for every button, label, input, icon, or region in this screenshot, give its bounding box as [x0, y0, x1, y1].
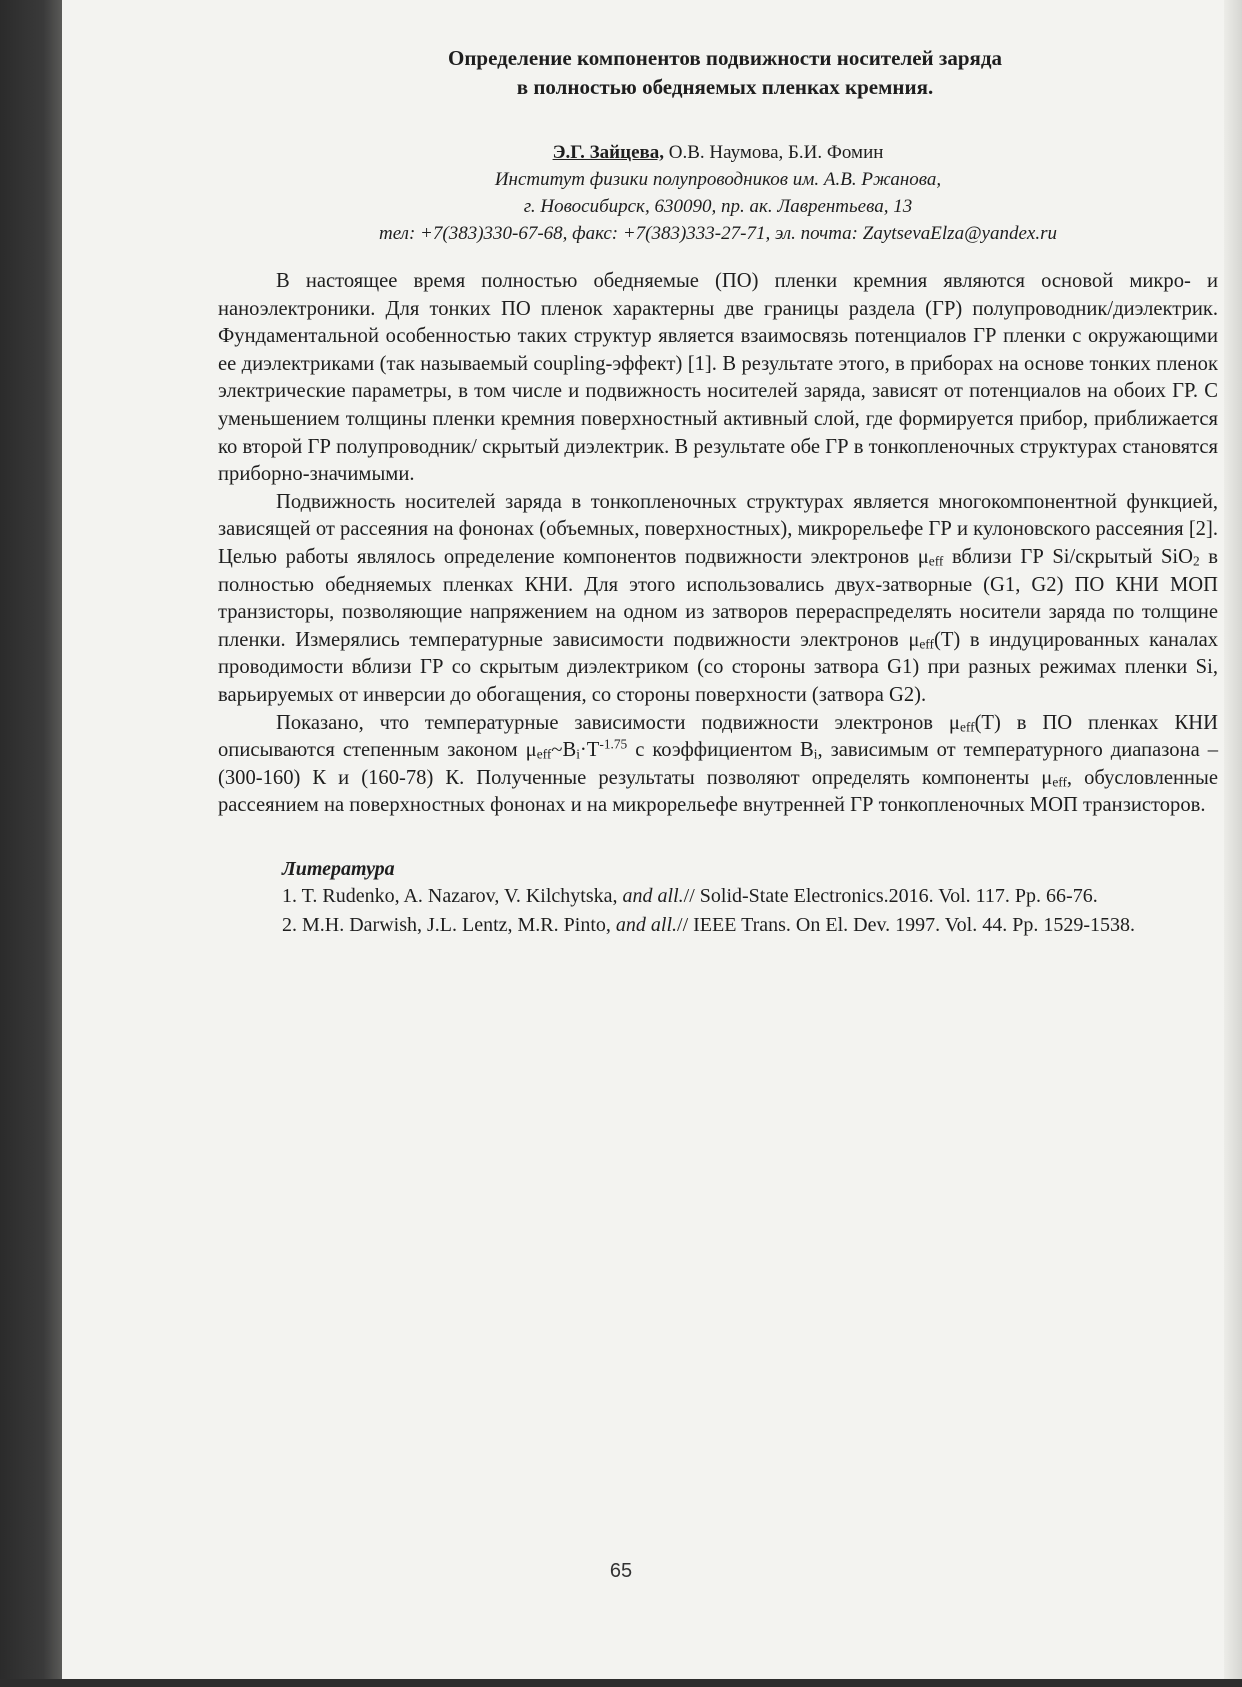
presenting-author: Э.Г. Зайцева, [552, 142, 665, 163]
scan-shadow-bottom [0, 1679, 1242, 1687]
page-number: 65 [609, 1560, 633, 1582]
p3-text-c: ~B [551, 739, 577, 762]
p2-text-d: (T) в индуцированных каналах проводимости вблизи ГР со скрытым диэлектриком (со стороны затвора G1) при разных режимах пленки Si, варьируемых от инверсии до обогащения, со стороны поверхности (затвора G2). [218, 628, 1219, 706]
ref2-source: // IEEE Trans. On El. Dev. 1997. Vol. 44. Pp. 1529-1538. [677, 913, 1135, 936]
p3-sub-eff-2: eff [536, 746, 552, 762]
affiliation-address: г. Новосибирск, 630090, пр. ак. Лаврентьева, 13 [523, 196, 913, 217]
p2-text-c: в полностью обедняемых пленках КНИ. Для этого использовались двух-затворные (G1, G2) ПО КНИ МОП транзисторы, позволяющие напряжением на одном из затворов перераспределять носители заряда по толщине пленки. Измерялись температурные зависимости подвижности электронов μ [218, 545, 1219, 651]
p3-sub-eff-1: eff [959, 719, 975, 735]
paper-title [218, 44, 1218, 102]
ref2-authors: 2. M.H. Darwish, J.L. Lentz, M.R. Pinto, [282, 913, 616, 936]
p3-sub-i-1: i [576, 746, 580, 762]
ref1-source: // Solid-State Electronics.2016. Vol. 117. Pp. 66-76. [683, 884, 1098, 907]
title-line-1: Определение компонентов подвижности носителей заряда [447, 46, 1002, 70]
title-line-2: в полностью обедняемых пленках кремния. [516, 75, 934, 99]
p3-text-f: , зависимым от температурного диапазона – (300-160) К и (160-78) К. Полученные результаты позволяют определять компоненты μ [218, 739, 1218, 789]
reference-1 [218, 883, 1218, 910]
scan-edge-right [1224, 0, 1242, 1687]
p3-sub-eff-3: eff [1052, 774, 1067, 790]
p3-text-d: ·T [579, 739, 600, 762]
paragraph-3 [218, 710, 1218, 820]
p3-text-b: (T) в ПО пленках КНИ описываются степенным законом μ [218, 711, 1218, 762]
p2-text-a: Подвижность носителей заряда в тонкопленочных структурах является многокомпонентной функцией, зависящей от рассеяния на фононах (объемных, поверхностных), микрорельефе ГР и кулоновского рассеяния [2]. Целью работы являлось определение компонентов подвижности электронов μ [218, 490, 1218, 568]
p2-text-b: вблизи ГР Si/скрытый SiO [943, 545, 1194, 568]
ref2-etal: and all. [615, 913, 678, 936]
co-authors: О.В. Наумова, Б.И. Фомин [664, 142, 884, 163]
ref1-authors: 1. T. Rudenko, A. Nazarov, V. Kilchytska, [282, 884, 623, 907]
affiliation-institute: Институт физики полупроводников им. А.В. Ржанова, [494, 169, 942, 190]
p3-text-a: Показано, что температурные зависимости подвижности электронов μ [276, 711, 960, 734]
p3-sup-exponent: -1.75 [599, 736, 628, 752]
p2-sub-eff-1: eff [928, 553, 944, 569]
reference-2 [218, 912, 1218, 939]
p3-text-e: с коэффициентом B [627, 739, 814, 762]
p3-sub-i-2: i [813, 746, 818, 762]
literature-heading: Литература [282, 857, 395, 880]
p2-sub-2: 2 [1193, 553, 1200, 569]
p3-text-g: , обусловленные рассеянием на поверхностных фононах и на микрорельефе внутренней ГР тонкопленочных МОП транзисторов. [218, 766, 1219, 817]
paragraph-2 [218, 489, 1218, 710]
paper-page [218, 44, 1218, 941]
scan-shadow-left [0, 0, 62, 1687]
abstract-body [218, 268, 1218, 820]
p2-sub-eff-2: eff [919, 636, 934, 652]
affiliation-contacts: тел: +7(383)330-67-68, факс: +7(383)333-27-71, эл. почта: ZaytsevaElza@yandex.ru [379, 223, 1057, 244]
ref1-etal: and all. [622, 884, 684, 907]
author-list [218, 140, 1218, 166]
paragraph-1: В настоящее время полностью обедняемые (ПО) пленки кремния являются основой микро- и наноэлектроники. Для тонких ПО пленок характерны две границы раздела (ГР) полупроводник/диэлектрик. Фундаментальной особенностью таких структур является взаимосвязь потенциалов ГР пленки с окружающими ее диэлектриками (так называемый coupling-эффект) [1]. В результате этого, в приборах на основе тонких пленок электрические параметры, в том числе и подвижность носителей заряда, зависят от потенциалов на обоих ГР. С уменьшением толщины пленки кремния поверхностный активный слой, где формируется прибор, приближается ко второй ГР полупроводник/ скрытый диэлектрик. В результате обе ГР в тонкопленочных структурах становятся приборно-значимыми. [218, 270, 1218, 486]
